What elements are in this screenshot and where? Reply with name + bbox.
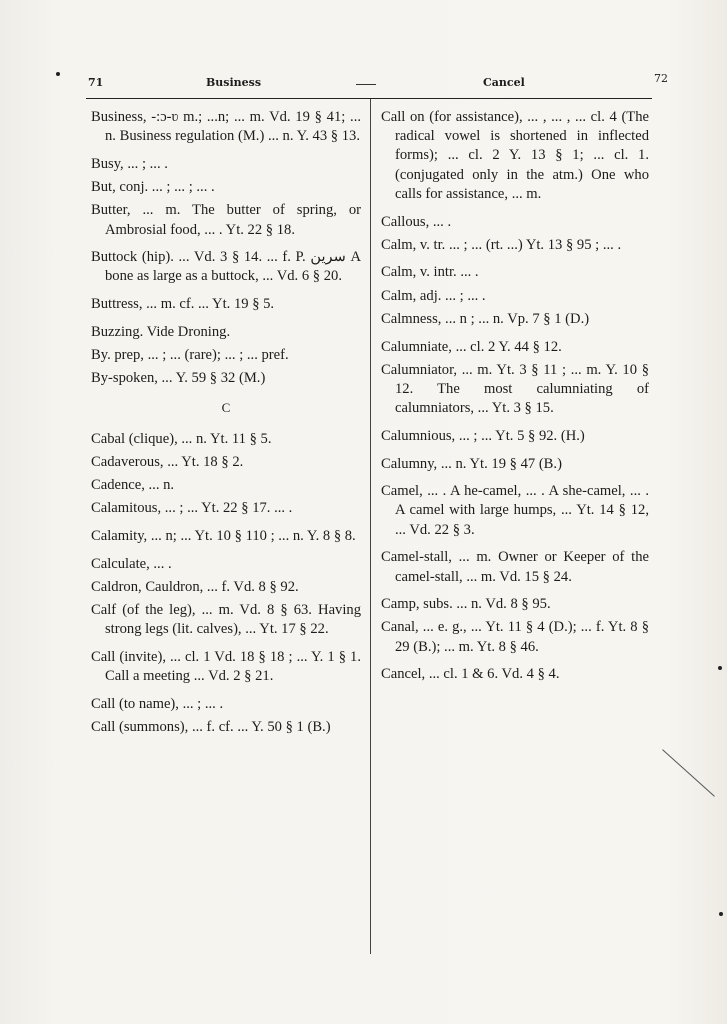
running-header — [88, 72, 668, 98]
entry-camp: Camp, subs. ... n. Vd. 8 § 95. — [381, 596, 551, 613]
page-number-right: 72 — [654, 72, 668, 85]
entry-calamity: Calamity, ... n; ... Yt. 10 § 110 ; ... n. Y. 8 § 8. — [91, 527, 356, 544]
entry-calm-adj: Calm, adj. ... ; ... . — [381, 287, 486, 304]
entry-calamitous: Calamitous, ... ; ... Yt. 22 § 17. ... . — [91, 500, 293, 517]
entry-cadence: Cadence, ... n. — [91, 477, 175, 494]
entry-camel: Camel, ... . A he-camel, ... . A she-camel, ... . A camel with large humps, ... Yt. 14 § 12, ... Vd. 22 § 3. — [381, 483, 649, 538]
right-column — [381, 108, 649, 689]
margin-dot-bottom-right — [719, 912, 723, 916]
running-headword-right: Cancel — [483, 76, 525, 89]
entry-call-on: Call on (for assistance), ... , ... , ... cl. 4 (The radical vowel is shortened in inflected forms); ... cl. 2 Y. 13 § 1; ... cl. 1. (conjugated only in the atm.) One who calls for assistance, ... m. — [381, 109, 649, 202]
section-letter: C — [221, 400, 231, 416]
entry-calumnious: Calumnious, ... ; ... Yt. 5 § 92. (H.) — [381, 427, 585, 444]
entry-by-spoken: By-spoken, ... Y. 59 § 32 (M.) — [91, 370, 266, 387]
margin-pen-mark — [662, 749, 715, 797]
entry-calf: Calf (of the leg), ... m. Vd. 8 § 63. Having strong legs (lit. calves), ... Yt. 17 § 22. — [91, 602, 361, 638]
entry-buttress: Buttress, ... m. cf. ... Yt. 19 § 5. — [91, 296, 275, 313]
entry-calumniate: Calumniate, ... cl. 2 Y. 44 § 12. — [381, 338, 562, 355]
entry-caldron: Caldron, Cauldron, ... f. Vd. 8 § 92. — [91, 578, 299, 595]
entry-buttock: Buttock (hip). ... Vd. 3 § 14. ... f. P. سرين A bone as large as a buttock, ... Vd. 6 § 20. — [91, 249, 361, 285]
header-dash — [356, 84, 376, 85]
entry-camel-stall: Camel-stall, ... m. Owner or Keeper of the camel-stall, ... m. Vd. 15 § 24. — [381, 549, 649, 585]
entry-call-name: Call (to name), ... ; ... . — [91, 695, 224, 712]
entry-but: But, conj. ... ; ... ; ... . — [91, 179, 215, 196]
header-rule — [86, 98, 652, 99]
margin-dot-left — [56, 72, 60, 76]
entry-buzzing: Buzzing. Vide Droning. — [91, 323, 231, 340]
entry-cabal: Cabal (clique), ... n. Yt. 11 § 5. — [91, 430, 272, 447]
entry-callous: Callous, ... . — [381, 213, 452, 230]
entry-business: Business, -:ɔ-ʋ m.; ...n; ... m. Vd. 19 § 41; ... n. Business regulation (M.) ... n. Y. 43 § 13. — [91, 109, 361, 145]
entry-calm-tr: Calm, v. tr. ... ; ... (rt. ...) Yt. 13 § 95 ; ... . — [381, 236, 622, 253]
entry-busy: Busy, ... ; ... . — [91, 155, 168, 172]
entry-calculate: Calculate, ... . — [91, 555, 172, 572]
column-divider — [370, 99, 371, 954]
entry-call-invite: Call (invite), ... cl. 1 Vd. 18 § 18 ; ... Y. 1 § 1. Call a meeting ... Vd. 2 § 21. — [91, 648, 361, 685]
entry-cadaverous: Cadaverous, ... Yt. 18 § 2. — [91, 453, 244, 470]
entry-calumniator: Calumniator, ... m. Yt. 3 § 11 ; ... m. Y. 10 § 12. The most calumniating of calumniators, ... Yt. 3 § 15. — [381, 361, 649, 417]
entry-canal: Canal, ... e. g., ... Yt. 11 § 4 (D.); ... f. Yt. 8 § 29 (B.); ... m. Yt. 8 § 46. — [381, 619, 649, 655]
entry-by: By. prep, ... ; ... (rare); ... ; ... pref. — [91, 347, 289, 364]
entry-butter: Butter, ... m. The butter of spring, or Ambrosial food, ... . Yt. 22 § 18. — [91, 202, 361, 238]
entry-call-summons: Call (summons), ... f. cf. ... Y. 50 § 1 (B.) — [91, 719, 331, 736]
entry-calumny: Calumny, ... n. Yt. 19 § 47 (B.) — [381, 455, 562, 472]
left-column — [91, 108, 361, 746]
entry-calm-intr: Calm, v. intr. ... . — [381, 264, 479, 281]
page-number-left: 71 — [88, 76, 104, 89]
entry-calmness: Calmness, ... n ; ... n. Vp. 7 § 1 (D.) — [381, 310, 590, 327]
running-headword-left: Business — [206, 76, 262, 89]
entry-cancel: Cancel, ... cl. 1 & 6. Vd. 4 § 4. — [381, 666, 560, 683]
margin-dot-right — [718, 666, 722, 670]
